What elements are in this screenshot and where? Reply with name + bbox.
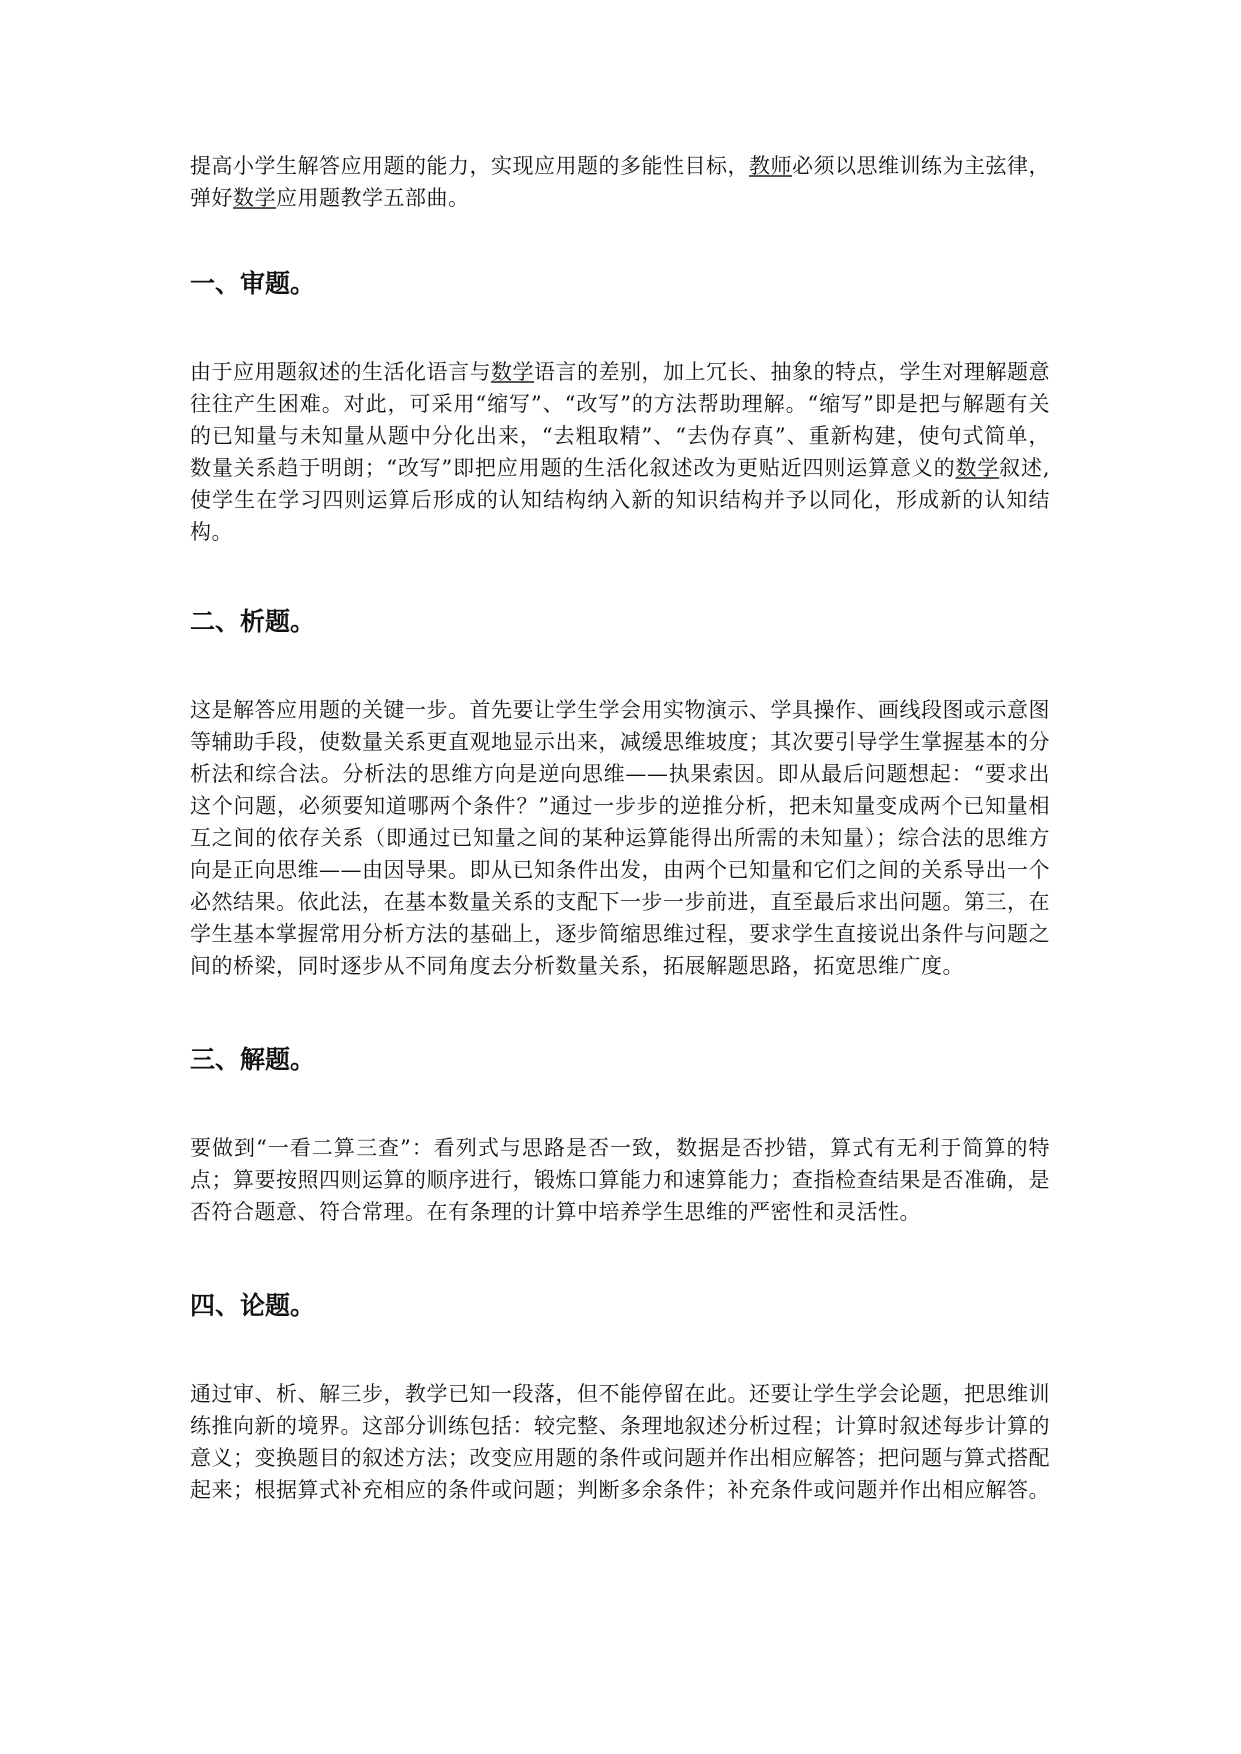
intro-paragraph <box>190 150 1050 214</box>
section-body-discuss: 通过审、析、解三步，教学已知一段落，但不能停留在此。还要让学生学会论题，把思维训练推向新的境界。这部分训练包括：较完整、条理地叙述分析过程；计算时叙述每步计算的意义；变换题目的叙述方法；改变应用题的条件或问题并作出相应解答；把问题与算式搭配起来；根据算式补充相应的条件或问题；判断多余条件；补充条件或问题并作出相应解答。 <box>190 1382 1050 1502</box>
review-text-2: 语言的差别，加上冗长、抽象的特点，学生对理解题意往往产生困难。对此，可采用“缩写”、“改写”的方法帮助理解。“缩写”即是把与解题有关的已知量与未知量从题中分化出来，“去粗取精”、“去伪存真”、重新构建，使句式简单，数量关系趋于明朗；“改写”即把应用题的生活化叙述改为更贴近四则运算意义的 <box>190 360 1050 480</box>
review-text-3: 叙述,使学生在学习四则运算后形成的认知结构纳入新的知识结构并予以同化，形成新的认知结构。 <box>190 456 1051 544</box>
section-body-review <box>190 356 1050 548</box>
intro-text-1: 提高小学生解答应用题的能力，实现应用题的多能性目标， <box>190 154 749 178</box>
section-heading-review: 一、审题。 <box>190 269 316 298</box>
section-heading-discuss: 四、论题。 <box>190 1291 316 1320</box>
section-heading-analyze: 二、析题。 <box>190 607 316 636</box>
math-link[interactable]: 数学 <box>491 360 534 384</box>
intro-text-3: 应用题教学五部曲。 <box>276 186 470 210</box>
teacher-link[interactable]: 教师 <box>749 154 792 178</box>
intro-text-2: 必须以思维训练为主弦律，弹好 <box>190 154 1050 210</box>
math-link[interactable]: 数学 <box>955 456 1000 480</box>
section-heading-solve: 三、解题。 <box>190 1045 316 1074</box>
section-body-solve: 要做到“一看二算三查”：看列式与思路是否一致，数据是否抄错，算式有无利于简算的特点；算要按照四则运算的顺序进行，锻炼口算能力和速算能力；查指检查结果是否准确，是否符合题意、符合常理。在有条理的计算中培养学生思维的严密性和灵活性。 <box>190 1136 1050 1224</box>
review-text-1: 由于应用题叙述的生活化语言与 <box>190 360 491 384</box>
math-link[interactable]: 数学 <box>233 186 276 210</box>
section-body-analyze: 这是解答应用题的关键一步。首先要让学生学会用实物演示、学具操作、画线段图或示意图等辅助手段，使数量关系更直观地显示出来，减缓思维坡度；其次要引导学生掌握基本的分析法和综合法。分析法的思维方向是逆向思维——执果索因。即从最后问题想起：“要求出这个问题，必须要知道哪两个条件？”通过一步步的逆推分析，把未知量变成两个已知量相互之间的依存关系（即通过已知量之间的某种运算能得出所需的未知量）；综合法的思维方向是正向思维——由因导果。即从已知条件出发，由两个已知量和它们之间的关系导出一个必然结果。依此法，在基本数量关系的支配下一步一步前进，直至最后求出问题。第三，在学生基本掌握常用分析方法的基础上，逐步简缩思维过程，要求学生直接说出条件与问题之间的桥梁，同时逐步从不同角度去分析数量关系，拓展解题思路，拓宽思维广度。 <box>190 698 1050 978</box>
document-page <box>190 150 1050 1506</box>
